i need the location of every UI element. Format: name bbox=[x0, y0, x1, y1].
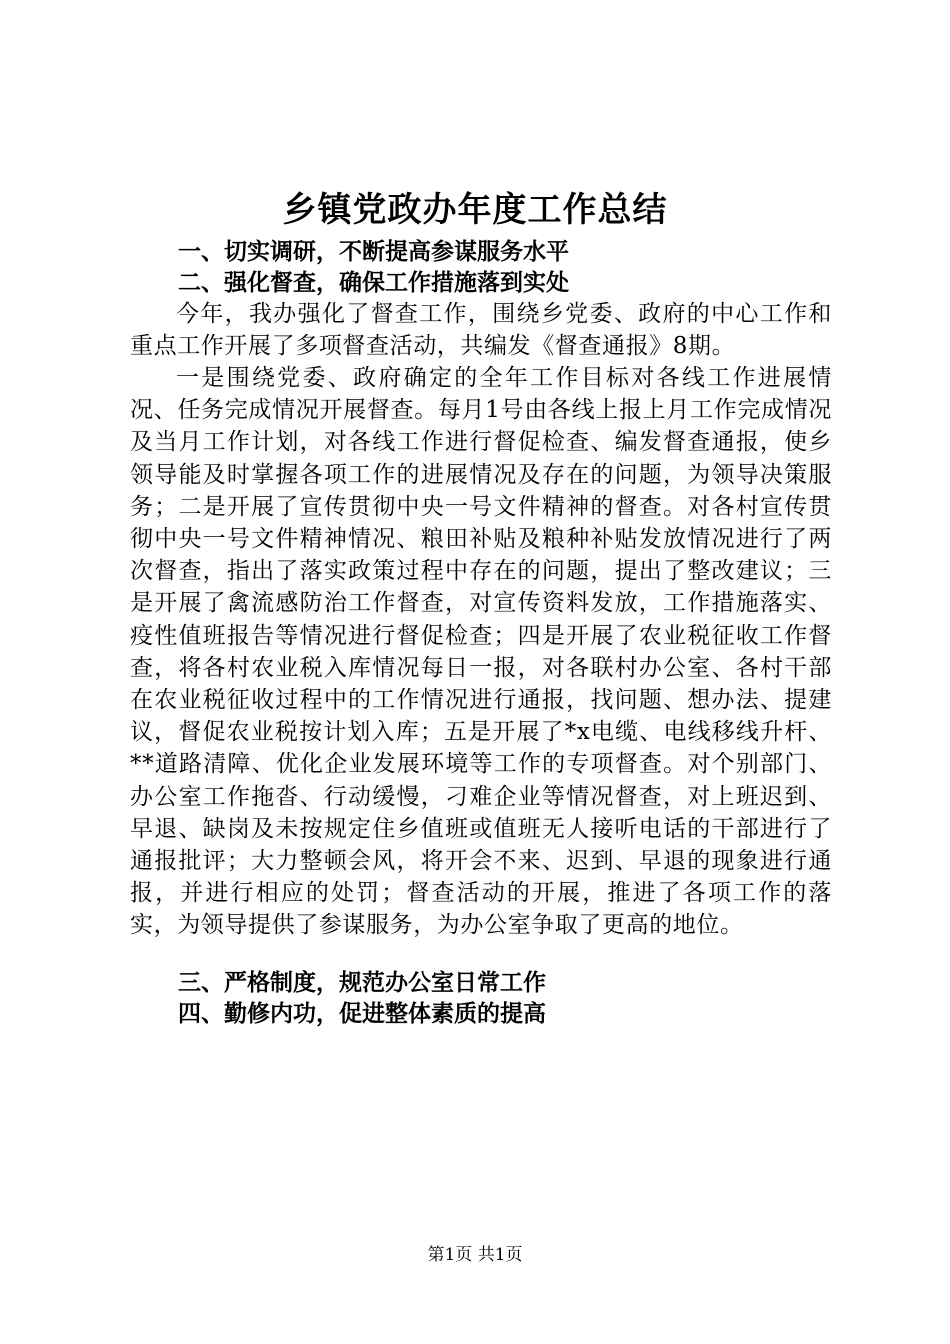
section-heading-3: 三、严格制度，规范办公室日常工作 bbox=[178, 970, 546, 996]
document-title: 乡镇党政办年度工作总结 bbox=[282, 190, 668, 230]
page-number: 第1页 bbox=[427, 1245, 473, 1265]
section-heading-1: 一、切实调研，不断提高参谋服务水平 bbox=[178, 239, 569, 265]
page-footer bbox=[0, 1244, 950, 1266]
body-paragraph-2: 一是围绕党委、政府确定的全年工作目标对各线工作进展情况、任务完成情况开展督查。每月1号由各线上报上月工作完成情况及当月工作计划，对各线工作进行督促检查、编发督查通报，使乡领导能及时掌握各项工作的进展情况及存在的问题，为领导决策服务；二是开展了宣传贯彻中央一号文件精神的督查。对各村宣传贯彻中央一号文件精神情况、粮田补贴及粮种补贴发放情况进行了两次督查，指出了落实政策过程中存在的问题，提出了整改建议；三是开展了禽流感防治工作督查，对宣传资料发放，工作措施落实、疫性值班报告等情况进行督促检查；四是开展了农业税征收工作督查，将各村农业税入库情况每日一报，对各联村办公室、各村干部在农业税征收过程中的工作情况进行通报，找问题、想办法、提建议，督促农业税按计划入库；五是开展了*x电缆、电线移线升杆、**道路清障、优化企业发展环境等工作的专项督查。对个别部门、办公室工作拖沓、行动缓慢，刁难企业等情况督查，对上班迟到、早退、缺岗及未按规定住乡值班或值班无人接听电话的干部进行了通报批评；大力整顿会风，将开会不来、迟到、早退的现象进行通报，并进行相应的处罚；督查活动的开展，推进了各项工作的落实，为领导提供了参谋服务，为办公室争取了更高的地位。 bbox=[130, 365, 832, 939]
section-heading-4: 四、勤修内功，促进整体素质的提高 bbox=[178, 1001, 546, 1027]
page-total: 共1页 bbox=[477, 1245, 523, 1265]
body-paragraph-1: 今年，我办强化了督查工作，围绕乡党委、政府的中心工作和重点工作开展了多项督查活动，共编发《督查通报》8期。 bbox=[130, 301, 832, 360]
section-heading-2: 二、强化督查，确保工作措施落到实处 bbox=[178, 270, 569, 296]
